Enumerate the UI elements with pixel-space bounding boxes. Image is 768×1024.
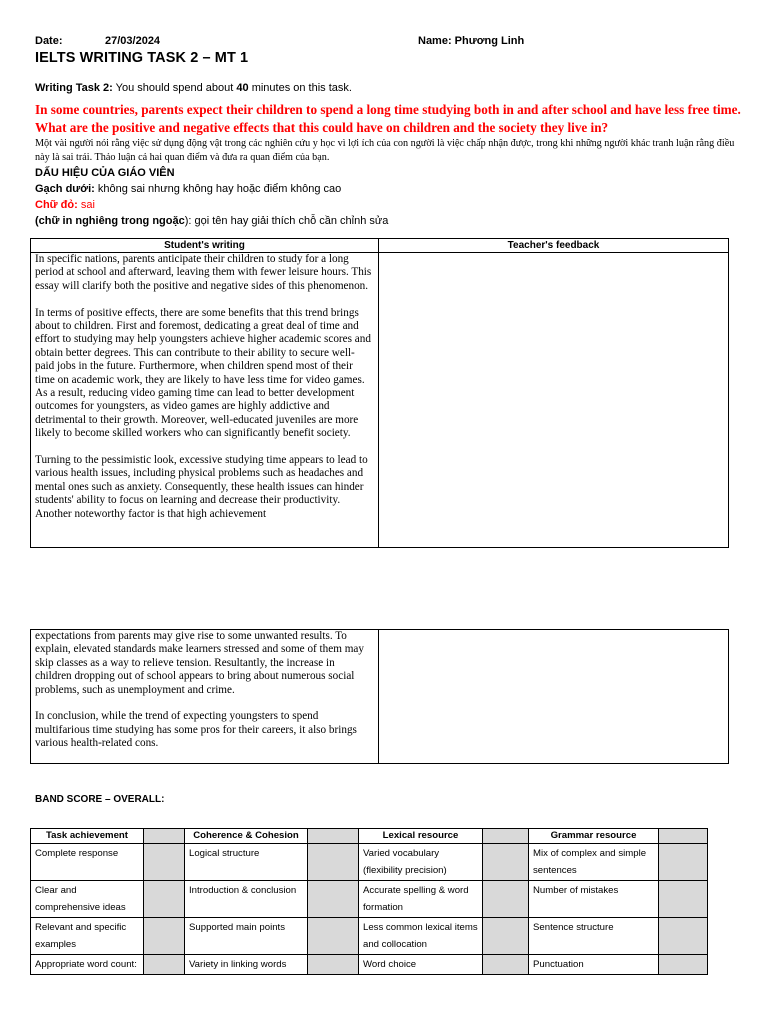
criterion-item: Supported main points	[185, 918, 308, 955]
criterion-item: Introduction & conclusion	[185, 881, 308, 918]
band-score-table	[30, 828, 708, 975]
score-cell[interactable]	[483, 829, 529, 844]
essay-paragraph: In conclusion, while the trend of expecting youngsters to spend multifarious time studying has some pros for their careers, it also brings various health-related cons.	[35, 710, 357, 750]
task-text-before: You should spend about	[112, 82, 237, 94]
score-cell[interactable]	[483, 918, 529, 955]
essay-paragraph: expectations from parents may give rise to some unwanted results. To explain, elevated standards make learners stressed and some of them may skip classes as a way to relieve tension. Resultantly, the increase in children dropping out of school appears to bring about numerous social problems, such as unemployment and crime.	[35, 630, 364, 696]
task-instruction	[35, 82, 352, 94]
criterion-item: Number of mistakes	[529, 881, 659, 918]
score-cell[interactable]	[483, 844, 529, 881]
criterion-item: Relevant and specific examples	[31, 918, 144, 955]
score-cell[interactable]	[144, 844, 185, 881]
essay-prompt: In some countries, parents expect their children to spend a long time studying both in and after school and have less free time. What are the positive and negative effects that this could have on children and the society they live in?	[35, 102, 741, 135]
criterion-item: Mix of complex and simple sentences	[529, 844, 659, 881]
criterion-item: Punctuation	[529, 955, 659, 975]
criterion-header: Grammar resource	[529, 829, 659, 844]
essay-paragraph: In specific nations, parents anticipate their children to study for a long period at school and afterward, leaving them with fewer leisure hours. This essay will clarify both the positive and negative sides of this phenomenon.	[35, 253, 372, 292]
score-cell[interactable]	[659, 844, 708, 881]
task-minutes: 40	[236, 82, 249, 94]
teacher-feedback-cell[interactable]	[379, 630, 729, 764]
criterion-header: Task achievement	[31, 829, 144, 844]
criterion-item: Variety in linking words	[185, 955, 308, 975]
criterion-item: Varied vocabulary (flexibility precision)	[359, 844, 483, 881]
score-cell[interactable]	[144, 918, 185, 955]
criterion-item: Less common lexical items and collocation	[359, 918, 483, 955]
score-cell[interactable]	[659, 829, 708, 844]
score-cell[interactable]	[144, 829, 185, 844]
essay-paragraph: Turning to the pessimistic look, excessive studying time appears to lead to various health issues, including physical problems such as headaches and mental ones such as anxiety. Consequently, these health issues can hinder students' ability to focus on learning and decrease their productivity. Another noteworthy factor is that high achievement	[35, 454, 368, 520]
task-label: Writing Task 2:	[35, 82, 113, 94]
teacher-legend	[35, 165, 388, 229]
score-cell[interactable]	[659, 918, 708, 955]
task-text-after: minutes on this task.	[248, 82, 352, 94]
essay-prompt-vietnamese: Một vài người nói rằng việc sử dụng động vật trong các nghiên cứu y học vì lợi ích của con người là việc chấp nhận được, trong khi những người khác tranh luận rằng điều này là sai trái. Thảo luận cả hai quan điểm và đưa ra quan điểm của bạn.	[35, 138, 735, 163]
score-cell[interactable]	[144, 955, 185, 975]
criterion-item: Accurate spelling & word formation	[359, 881, 483, 918]
student-writing-cell	[31, 630, 379, 764]
criterion-item: Sentence structure	[529, 918, 659, 955]
score-cell[interactable]	[308, 881, 359, 918]
writing-table-part-1	[30, 238, 729, 548]
legend-underline-label: Gạch dưới:	[35, 183, 95, 195]
band-score-title: BAND SCORE – OVERALL:	[35, 794, 165, 805]
essay-paragraph: In terms of positive effects, there are some benefits that this trend brings about to children. First and foremost, dedicating a great deal of time and effort to studying may help youngsters achieve higher academic scores and obtain better degrees. This can contribute to their ability to secure well-paid jobs in the future. Furthermore, when children spend most of their time on academic work, they are likely to have less time for video games. As a result, reducing video gaming time can lead to better development outcomes for youngsters, as video games are highly addictive and detrimental to their growth. Moreover, well-educated juveniles are more likely to become skilled workers who can significantly benefit society.	[35, 306, 371, 440]
legend-underline	[35, 181, 388, 197]
score-cell[interactable]	[483, 881, 529, 918]
criterion-item: Logical structure	[185, 844, 308, 881]
legend-heading: DẤU HIỆU CỦA GIÁO VIÊN	[35, 167, 175, 179]
criterion-item: Clear and comprehensive ideas	[31, 881, 144, 918]
score-cell[interactable]	[308, 918, 359, 955]
document-title: IELTS WRITING TASK 2 – MT 1	[35, 50, 249, 66]
criterion-item: Complete response	[31, 844, 144, 881]
score-cell[interactable]	[144, 881, 185, 918]
legend-red-label: Chữ đỏ:	[35, 199, 78, 211]
teacher-feedback-header: Teacher's feedback	[379, 239, 729, 253]
score-cell[interactable]	[659, 955, 708, 975]
score-cell[interactable]	[483, 955, 529, 975]
legend-red-text: sai	[77, 199, 95, 211]
score-cell[interactable]	[308, 829, 359, 844]
legend-parenthesis	[35, 213, 388, 229]
score-cell[interactable]	[659, 881, 708, 918]
teacher-feedback-cell[interactable]	[379, 253, 729, 548]
score-cell[interactable]	[308, 844, 359, 881]
student-name: Name: Phương Linh	[418, 35, 525, 47]
date-label: Date:	[35, 35, 63, 47]
legend-underline-text: không sai nhưng không hay hoặc điểm không cao	[94, 183, 342, 195]
student-writing-cell	[31, 253, 379, 548]
score-cell[interactable]	[308, 955, 359, 975]
student-writing-header: Student's writing	[31, 239, 379, 253]
writing-table-part-2	[30, 629, 729, 764]
legend-parenthesis-text: ): gọi tên hay giải thích chỗ cần chỉnh sửa	[184, 215, 389, 227]
criterion-header: Coherence & Cohesion	[185, 829, 308, 844]
criterion-item: Appropriate word count:	[31, 955, 144, 975]
criterion-item: Word choice	[359, 955, 483, 975]
date-value: 27/03/2024	[105, 35, 161, 47]
legend-red	[35, 197, 388, 213]
legend-parenthesis-label: (chữ in nghiêng trong ngoặc	[35, 215, 185, 227]
criterion-header: Lexical resource	[359, 829, 483, 844]
